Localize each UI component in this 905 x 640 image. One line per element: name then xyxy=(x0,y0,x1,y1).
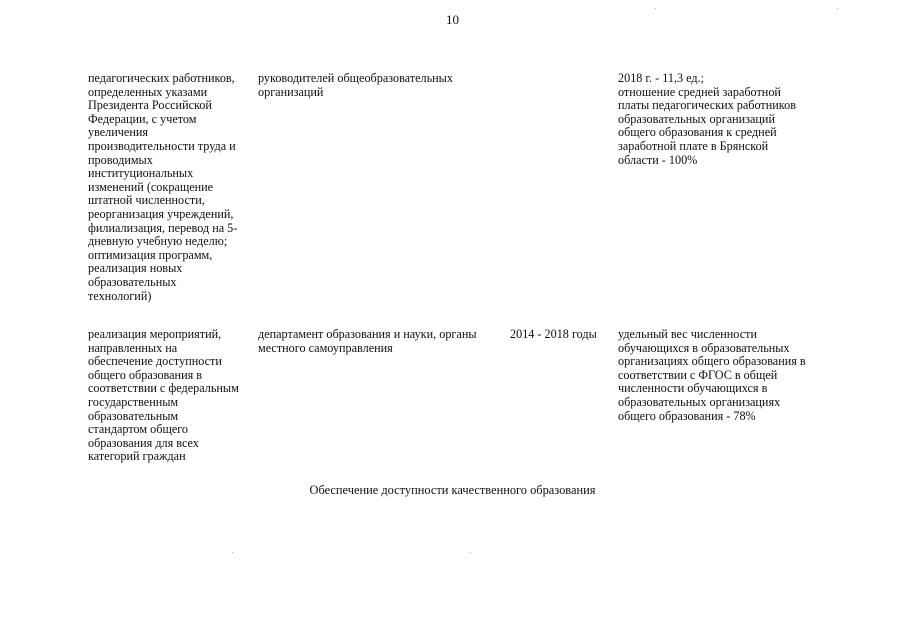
measure-cell: педагогических работников, определенных указами Президента Российской Федерации, с учетом увеличения производительности труда и проводимых институциональных изменений (сокращение штатной численности, реорганизация учреждений, филиализация, перевод на 5- дневную учебную неделю; оптимизация программ, реализация новых образовательных технологий) xyxy=(88,71,238,303)
period-cell: 2014 - 2018 годы xyxy=(510,327,597,341)
responsible-cell: департамент образования и науки, органы местного самоуправления xyxy=(258,327,477,355)
section-heading: Обеспечение доступности качественного образования xyxy=(309,483,596,497)
measure-cell: реализация мероприятий, направленных на обеспечение доступности общего образования в соответствии с федеральным государственным образовательным стандартом общего образования для всех категорий граждан xyxy=(88,327,239,464)
scan-speck xyxy=(470,552,471,553)
indicator-cell: 2018 г. - 11,3 ед.; отношение средней заработной платы педагогических работников образовательных организаций общего образования к средней заработной плате в Брянской области - 100% xyxy=(618,71,796,167)
scan-speck xyxy=(837,8,838,9)
page-number: 10 xyxy=(446,12,459,27)
scan-speck xyxy=(655,8,656,9)
scan-speck xyxy=(232,552,233,553)
responsible-cell: руководителей общеобразовательных организаций xyxy=(258,71,453,99)
indicator-cell: удельный вес численности обучающихся в образовательных организациях общего образования в соответствии с ФГОС в общей численности обучающихся в образовательных организациях общего образования - 78% xyxy=(618,327,806,423)
